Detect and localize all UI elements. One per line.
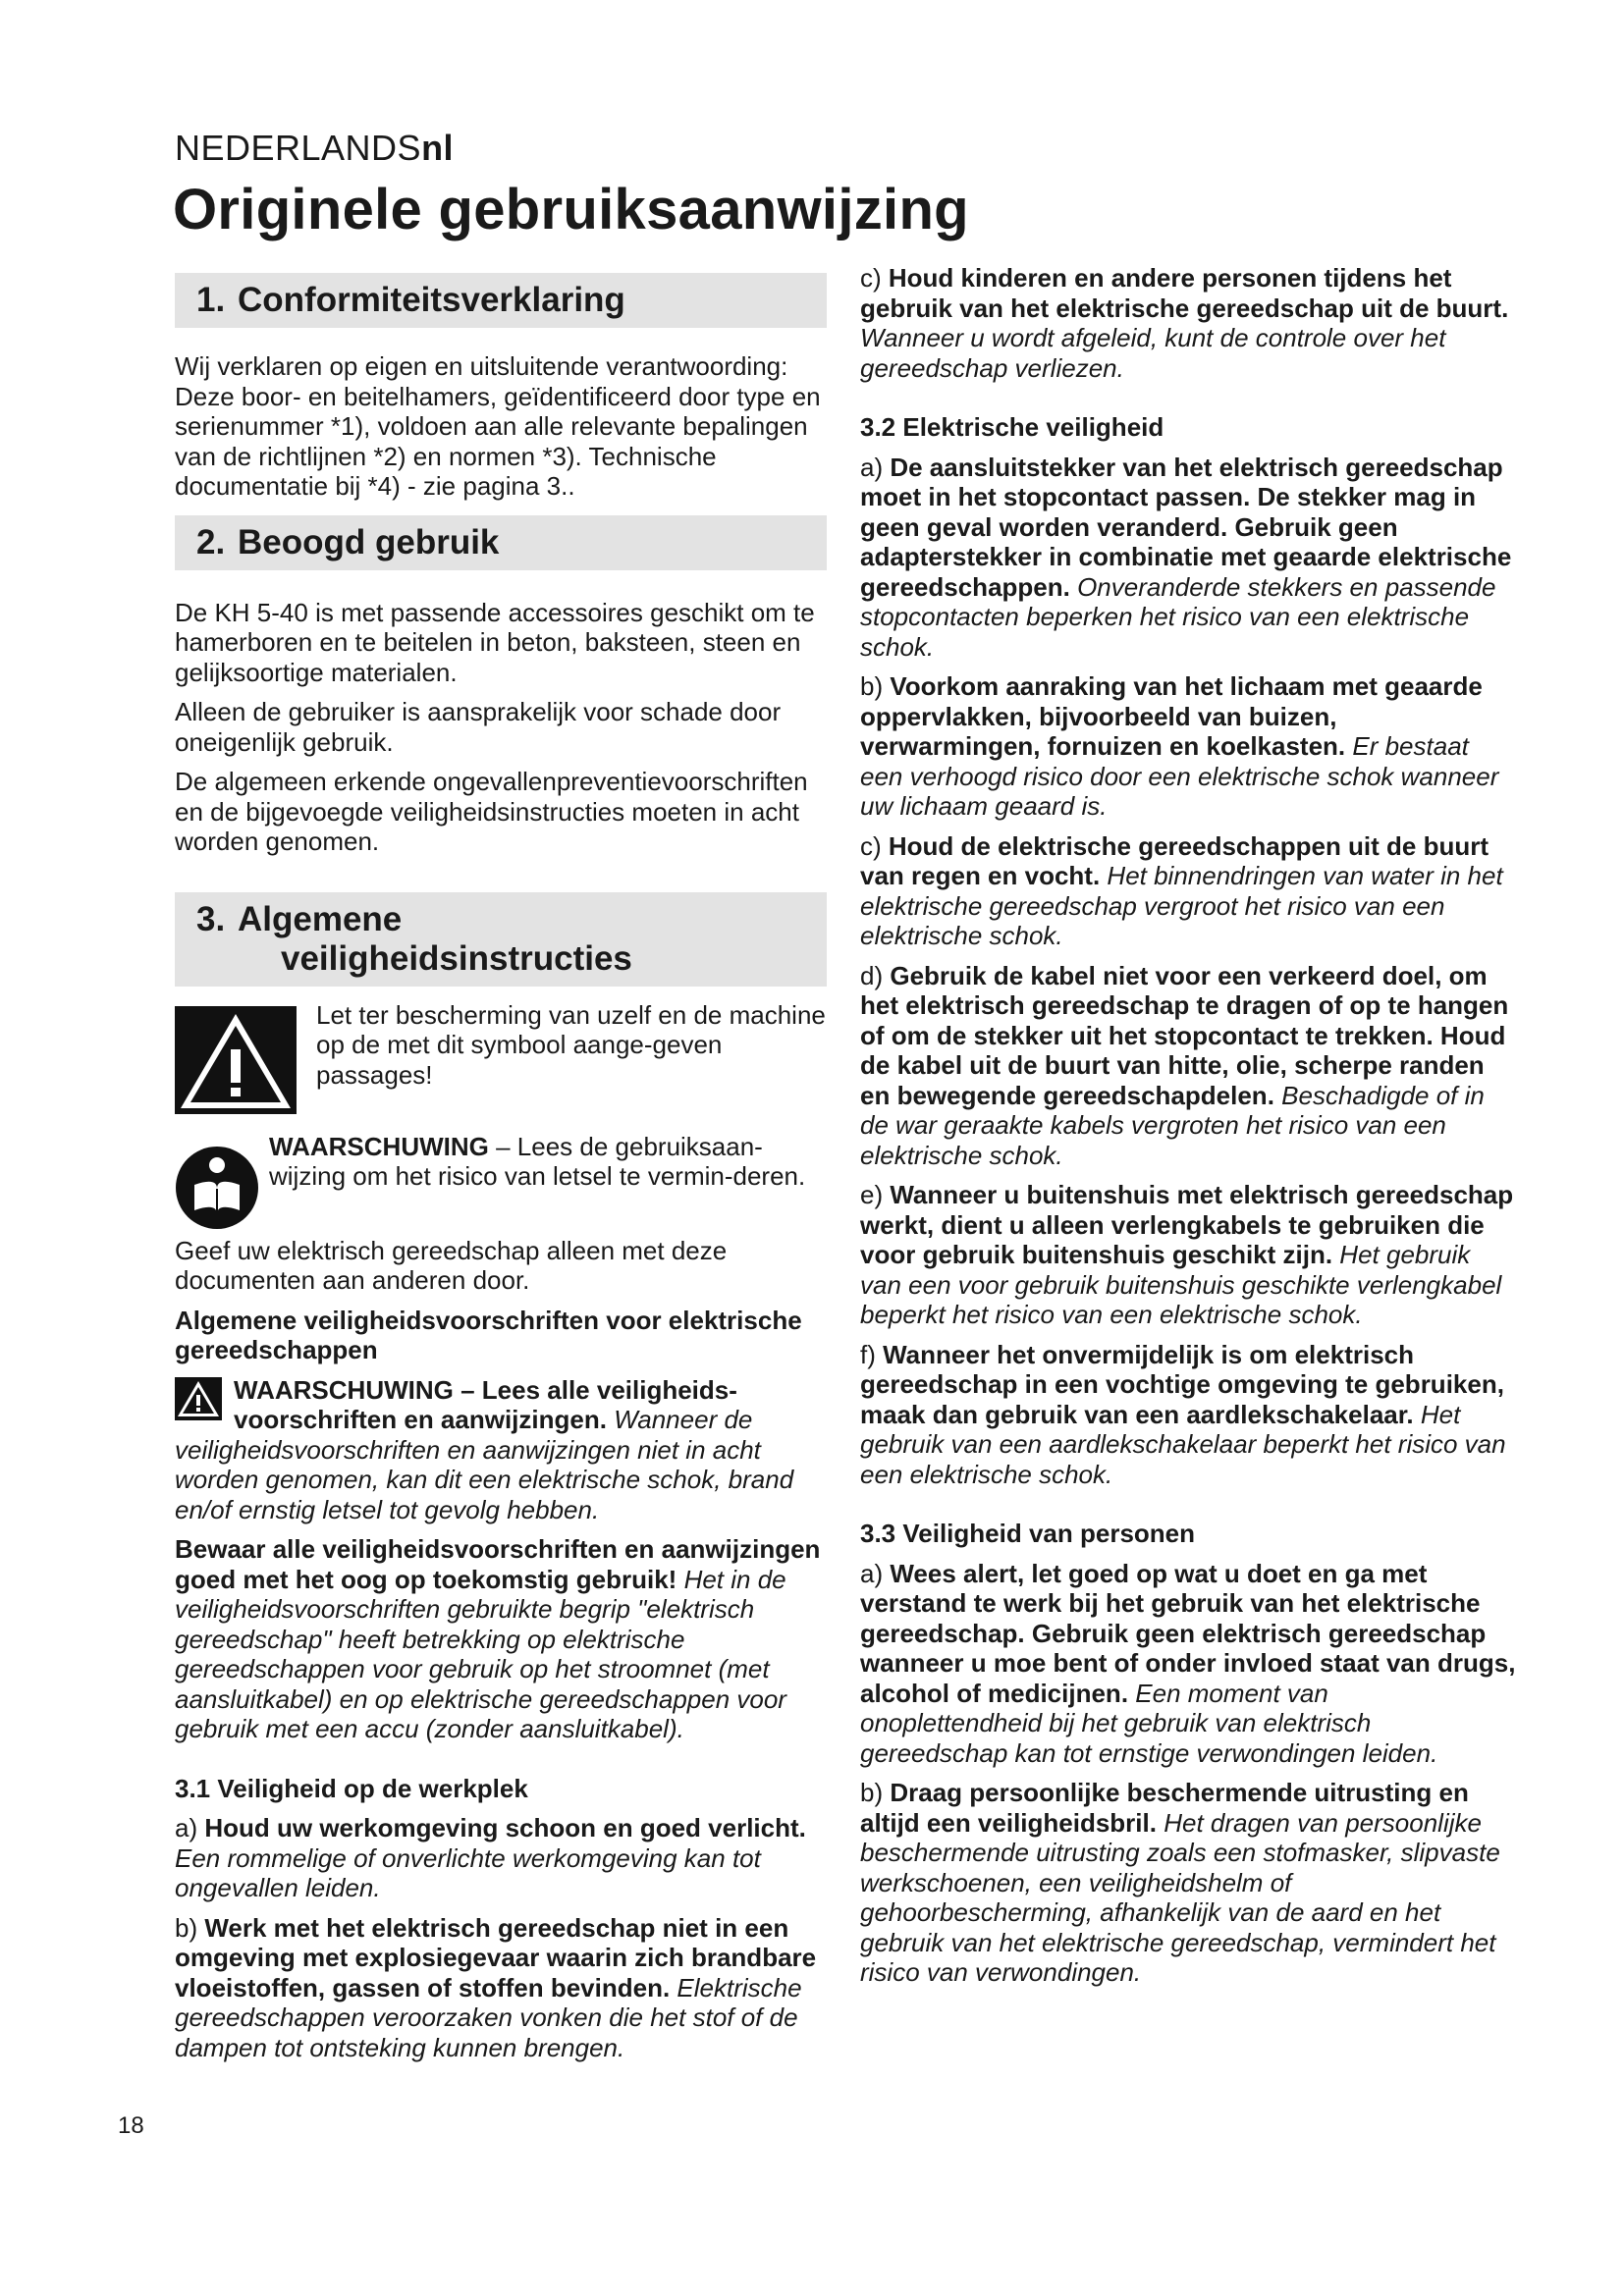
general-safety-heading: Algemene veiligheidsvoorschriften voor elektrische gereedschappen xyxy=(175,1305,802,1364)
keep-instructions: Bewaar alle veiligheidsvoorschriften en aanwijzingen goed met het oog op toekomstig gebruik! Het in de veiligheidsvoorschriften gebruikte begrip "elektrisch gereedschap" heeft betrekking op elektrische gereedschappen voor gebruik op het stroomnet (met aansluitkabel) en op elektrische gereedschappen voor gebruik met een accu (zonder aansluitkabel). xyxy=(175,1534,821,1743)
electrical-item-f: f) Wanneer het onvermijdelijk is om elektrisch gereedschap in een vochtige omgeving te gebruiken, maak dan gebruik van een aardlekschakelaar. Het gebruik van een aardlekschakelaar beperkt het risico van een elektrische schok. xyxy=(860,1339,1506,1489)
personal-item-b: b) Draag persoonlijke beschermende uitrusting en altijd een veiligheidsbril. Het dragen van persoonlijke beschermende uitrusting zoals een stofmasker, slipvaste werkschoenen, een veiligheidshelm of gehoorbescherming, afhankelijk van de aard en het gebruik van het elektrische gereedschap, vermindert het risico van verwondingen. xyxy=(860,1778,1500,1987)
intended-use-p3: De algemeen erkende ongevallenpreventievoorschriften en de bijgevoegde veiligheidsinstructies moeten in acht worden genomen. xyxy=(175,767,808,856)
personal-item-a: a) Wees alert, let goed op wat u doet en ga met verstand te werk bij het gebruik van het elektrische gereedschap. Gebruik geen elektrisch gereedschap wanneer u moe bent of onder invloed staat van drugs, alcohol of medicijnen. Een moment van onoplettendheid bij het gebruik van elektrisch gereedschap kan tot ernstige verwondingen leiden. xyxy=(860,1558,1516,1768)
workplace-item-b: b) Werk met het elektrisch gereedschap niet in een omgeving met explosiegevaar waarin zich brandbare vloeistoffen, gassen of stoffen bevinden. Elektrische gereedschappen veroorzaken vonken die het stof of de dampen tot ontsteking kunnen brengen. xyxy=(175,1912,817,2062)
symbol-explanation: Let ter bescherming van uzelf en de machine op de met dit symbool aange-geven passages! xyxy=(175,1000,827,1114)
electrical-item-d: d) Gebruik de kabel niet voor een verkeerd doel, om het elektrisch gereedschap te dragen of op te hangen of om de stekker uit het stopcontact te trekken. Houd de kabel uit de buurt van hitte, olie, scherpe randen en bewegende gereedschapdelen. Beschadigde of in de war geraakte kabels vergroten het risico van een elektrische schok. xyxy=(860,960,1509,1170)
workplace-item-c: c) Houd kinderen en andere personen tijdens het gebruik van het elektrische gereedschap uit de buurt. Wanneer u wordt afgeleid, kunt de controle over het gereedschap verliezen. xyxy=(860,263,1509,383)
workplace-safety-heading: 3.1 Veiligheid op de werkplek xyxy=(175,1773,528,1803)
read-manual-icon xyxy=(175,1146,259,1230)
electrical-safety-heading: 3.2 Elektrische veiligheid xyxy=(860,412,1164,442)
electrical-item-a: a) De aansluitstekker van het elektrisch gereedschap moet in het stopcontact passen. De stekker mag in geen geval worden veranderd. Gebruik geen adapterstekker in combinatie met geaarde elektrische gereedschappen. Onveranderde stekkers en passende stopcontacten beperken het risico van een elektrische schok. xyxy=(860,452,1512,662)
warning-triangle-icon xyxy=(175,1377,222,1420)
personal-safety-heading: 3.3 Veiligheid van personen xyxy=(860,1519,1196,1548)
electrical-item-e: e) Wanneer u buitenshuis met elektrisch gereedschap werkt, dient u alleen verlengkabels te gebruiken die voor gebruik buitenshuis geschikt zijn. Het gebruik van een voor gebruik buitenshuis geschikte verlengkabel beperkt het risico van een elektrische schok. xyxy=(860,1180,1514,1329)
intended-use-p2: Alleen de gebruiker is aansprakelijk voor schade door oneigenlijk gebruik. xyxy=(175,697,782,757)
language-header: NEDERLANDSnl xyxy=(175,128,455,168)
workplace-item-a: a) Houd uw werkomgeving schoon en goed verlicht. Een rommelige of onverlichte werkomgeving kan tot ongevallen leiden. xyxy=(175,1813,806,1902)
left-column xyxy=(175,273,827,2062)
electrical-item-c: c) Houd de elektrische gereedschappen uit de buurt van regen en vocht. Het binnendringen van water in het elektrische gereedschap vergroot het risico van een elektrische schok. xyxy=(860,830,1503,950)
page-title: Originele gebruiksaanwijzing xyxy=(173,178,969,241)
manual-warning: WAARSCHUWING – Lees de gebruiksaan-wijzing om het risico van letsel te vermin-deren. xyxy=(175,1132,827,1230)
warning-triangle-icon xyxy=(175,1006,297,1114)
electrical-item-b: b) Voorkom aanraking van het lichaam met geaarde oppervlakken, bijvoorbeeld van buizen, verwarmingen, fornuizen en koelkasten. Er bestaat een verhoogd risico door een elektrische schok wanneer uw lichaam geaard is. xyxy=(860,671,1499,821)
section-heading-1: 1. Conformiteitsverklaring xyxy=(175,273,827,328)
section-heading-3: 3. Algemene veiligheidsinstructies xyxy=(175,892,827,987)
page-number: 18 xyxy=(118,2112,144,2139)
section-heading-2: 2. Beoogd gebruik xyxy=(175,515,827,570)
pass-on-text: Geef uw elektrisch gereedschap alleen met deze documenten aan anderen door. xyxy=(175,1235,728,1295)
intended-use-p1: De KH 5-40 is met passende accessoires geschikt om te hamerboren en te beitelen in beton, baksteen, steen en gelijksoortige materialen. xyxy=(175,597,815,687)
read-all-warning: WAARSCHUWING – Lees alle veiligheids-voorschriften en aanwijzingen. Wanneer de veiligheidsvoorschriften en aanwijzingen niet in acht worden genomen, kan dit een elektrische schok, brand en/of ernstig letsel tot gevolg hebben. xyxy=(175,1374,794,1524)
conformity-text: Wij verklaren op eigen en uitsluitende verantwoording: Deze boor- en beitelhamers, geïdentificeerd door type en serienummer *1), voldoen aan alle relevante bepalingen van de richtlijnen *2) en normen *3). Technische documentatie bij *4) - zie pagina 3.. xyxy=(175,351,821,501)
right-column xyxy=(860,263,1516,1988)
